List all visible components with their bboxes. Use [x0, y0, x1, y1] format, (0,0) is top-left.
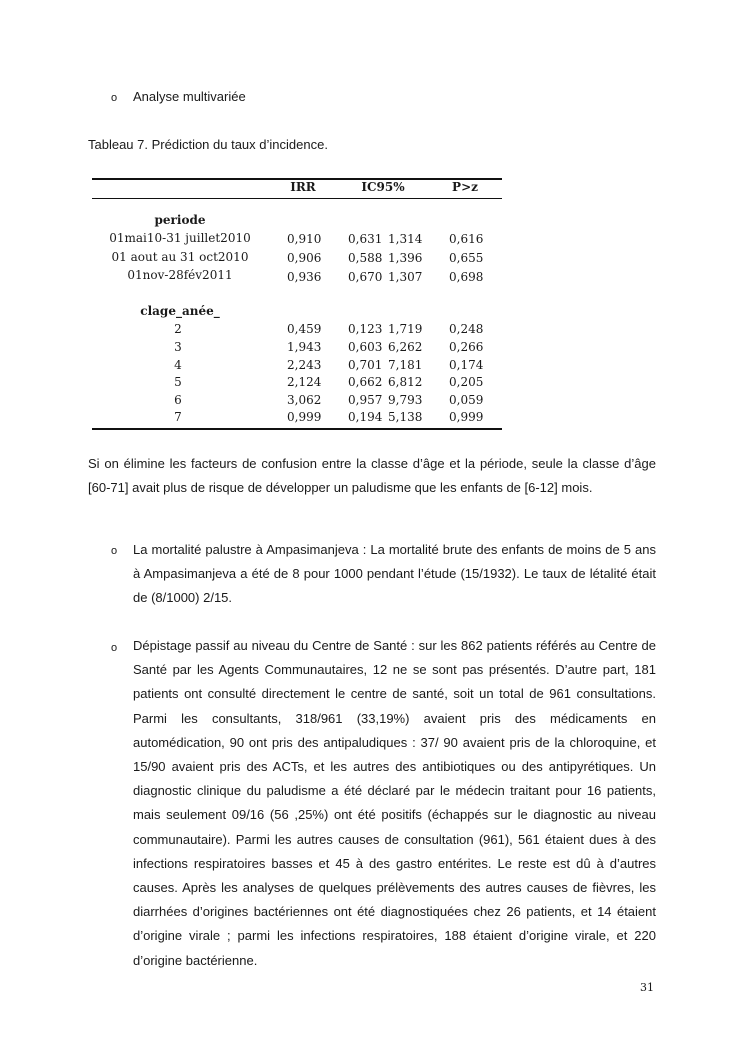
cell-ic-low: 0,123	[348, 322, 383, 336]
bullet-mortality: La mortalité palustre à Ampasimanjeva : La mortalité brute des enfants de moins de 5 ans à Ampasimanjeva a été de 8 pour 1000 pendant l’étude (15/1932). Le taux de létalité était de (8/1000) 2/15.	[133, 542, 656, 606]
row-label: 01 aout au 31 oct2010	[111, 250, 249, 264]
bullet-marker: o	[111, 92, 118, 104]
cell-ic-low: 0,957	[348, 393, 383, 407]
cell-p: 0,266	[449, 340, 484, 354]
cell-irr: 0,999	[287, 410, 322, 424]
cell-p: 0,655	[449, 251, 484, 265]
row-label: 4	[174, 358, 182, 372]
table-header-rule	[92, 198, 502, 199]
cell-irr: 2,243	[287, 358, 322, 372]
cell-irr: 2,124	[287, 375, 322, 389]
cell-p: 0,174	[449, 358, 484, 372]
cell-ic-high: 9,793	[388, 393, 423, 407]
cell-ic-low: 0,588	[348, 251, 383, 265]
cell-ic-high: 1,719	[388, 322, 423, 336]
row-label: 2	[174, 322, 182, 336]
header-ic95: IC95%	[361, 180, 405, 194]
row-label: 7	[174, 410, 182, 424]
cell-irr: 0,910	[287, 232, 322, 246]
cell-ic-high: 6,262	[388, 340, 423, 354]
cell-ic-low: 0,631	[348, 232, 383, 246]
cell-ic-high: 1,396	[388, 251, 423, 265]
row-label: 01nov-28fév2011	[127, 268, 233, 282]
bullet-marker: o	[111, 545, 118, 557]
bullet-marker: o	[111, 642, 118, 654]
group-label-periode: periode	[154, 213, 206, 227]
cell-irr: 0,906	[287, 251, 322, 265]
cell-p: 0,059	[449, 393, 484, 407]
cell-ic-high: 7,181	[388, 358, 423, 372]
cell-ic-low: 0,670	[348, 270, 383, 284]
header-p: P>z	[452, 180, 478, 194]
table-bottom-rule	[92, 428, 502, 430]
row-label: 6	[174, 393, 182, 407]
table-caption: Tableau 7. Prédiction du taux d’incidence.	[88, 137, 328, 152]
cell-p: 0,999	[449, 410, 484, 424]
cell-p: 0,248	[449, 322, 484, 336]
cell-irr: 0,459	[287, 322, 322, 336]
cell-irr: 3,062	[287, 393, 322, 407]
paragraph-confounding: Si on élimine les facteurs de confusion entre la classe d’âge et la période, seule la classe d’âge [60-71] avait plus de risque de développer un paludisme que les enfants de [6-12] mois.	[88, 456, 656, 496]
group-label-clage: clage_anée_	[140, 304, 220, 318]
cell-ic-high: 1,314	[388, 232, 423, 246]
page-number: 31	[640, 981, 654, 994]
row-label: 5	[174, 375, 182, 389]
cell-ic-low: 0,603	[348, 340, 383, 354]
cell-p: 0,205	[449, 375, 484, 389]
cell-ic-high: 1,307	[388, 270, 423, 284]
cell-irr: 0,936	[287, 270, 322, 284]
cell-p: 0,698	[449, 270, 484, 284]
header-irr: IRR	[290, 180, 316, 194]
cell-ic-low: 0,701	[348, 358, 383, 372]
cell-ic-low: 0,194	[348, 410, 383, 424]
row-label: 01mai10-31 juillet2010	[109, 231, 251, 245]
cell-irr: 1,943	[287, 340, 322, 354]
cell-ic-high: 5,138	[388, 410, 423, 424]
cell-ic-low: 0,662	[348, 375, 383, 389]
bullet-passive-screening: Dépistage passif au niveau du Centre de Santé : sur les 862 patients référés au Centre de Santé par les Agents Communautaires, 12 ne se sont pas présentés. D’autre part, 181 patients ont consulté directement le centre de santé, soit un total de 961 consultations. Parmi les consultants, 318/961 (33,19%) avaient pris des médicaments en automédication, 90 ont pris des antipaludiques : 37/ 90 avaient pris de la chloroquine, et 15/90 avaient pris des ACTs, et les autres des antibiotiques ou des antipyrétiques. Un diagnostic clinique du paludisme a été déclaré par le médecin traitant pour 16 patients, mais seulement 09/16 (56 ,25%) ont été positifs (échappés sur le diagnostic au niveau communautaire). Parmi les autres causes de consultation (961), 561 étaient dues à des infections respiratoires basses et 45 à des gastro entérites. Le reste est dû à d’autres causes. Après les analyses de quelques prélèvements des autres causes de fièvres, les diarrhées d’origines bactériennes ont été diagnostiquées chez 26 patients, et 14 étaient d’origine virale ; parmi les infections respiratoires, 188 étaient d’origine virale, et 220 d’origine bactérienne.	[133, 638, 656, 968]
row-label: 3	[174, 340, 182, 354]
cell-ic-high: 6,812	[388, 375, 423, 389]
cell-p: 0,616	[449, 232, 484, 246]
section-heading: Analyse multivariée	[133, 89, 246, 104]
